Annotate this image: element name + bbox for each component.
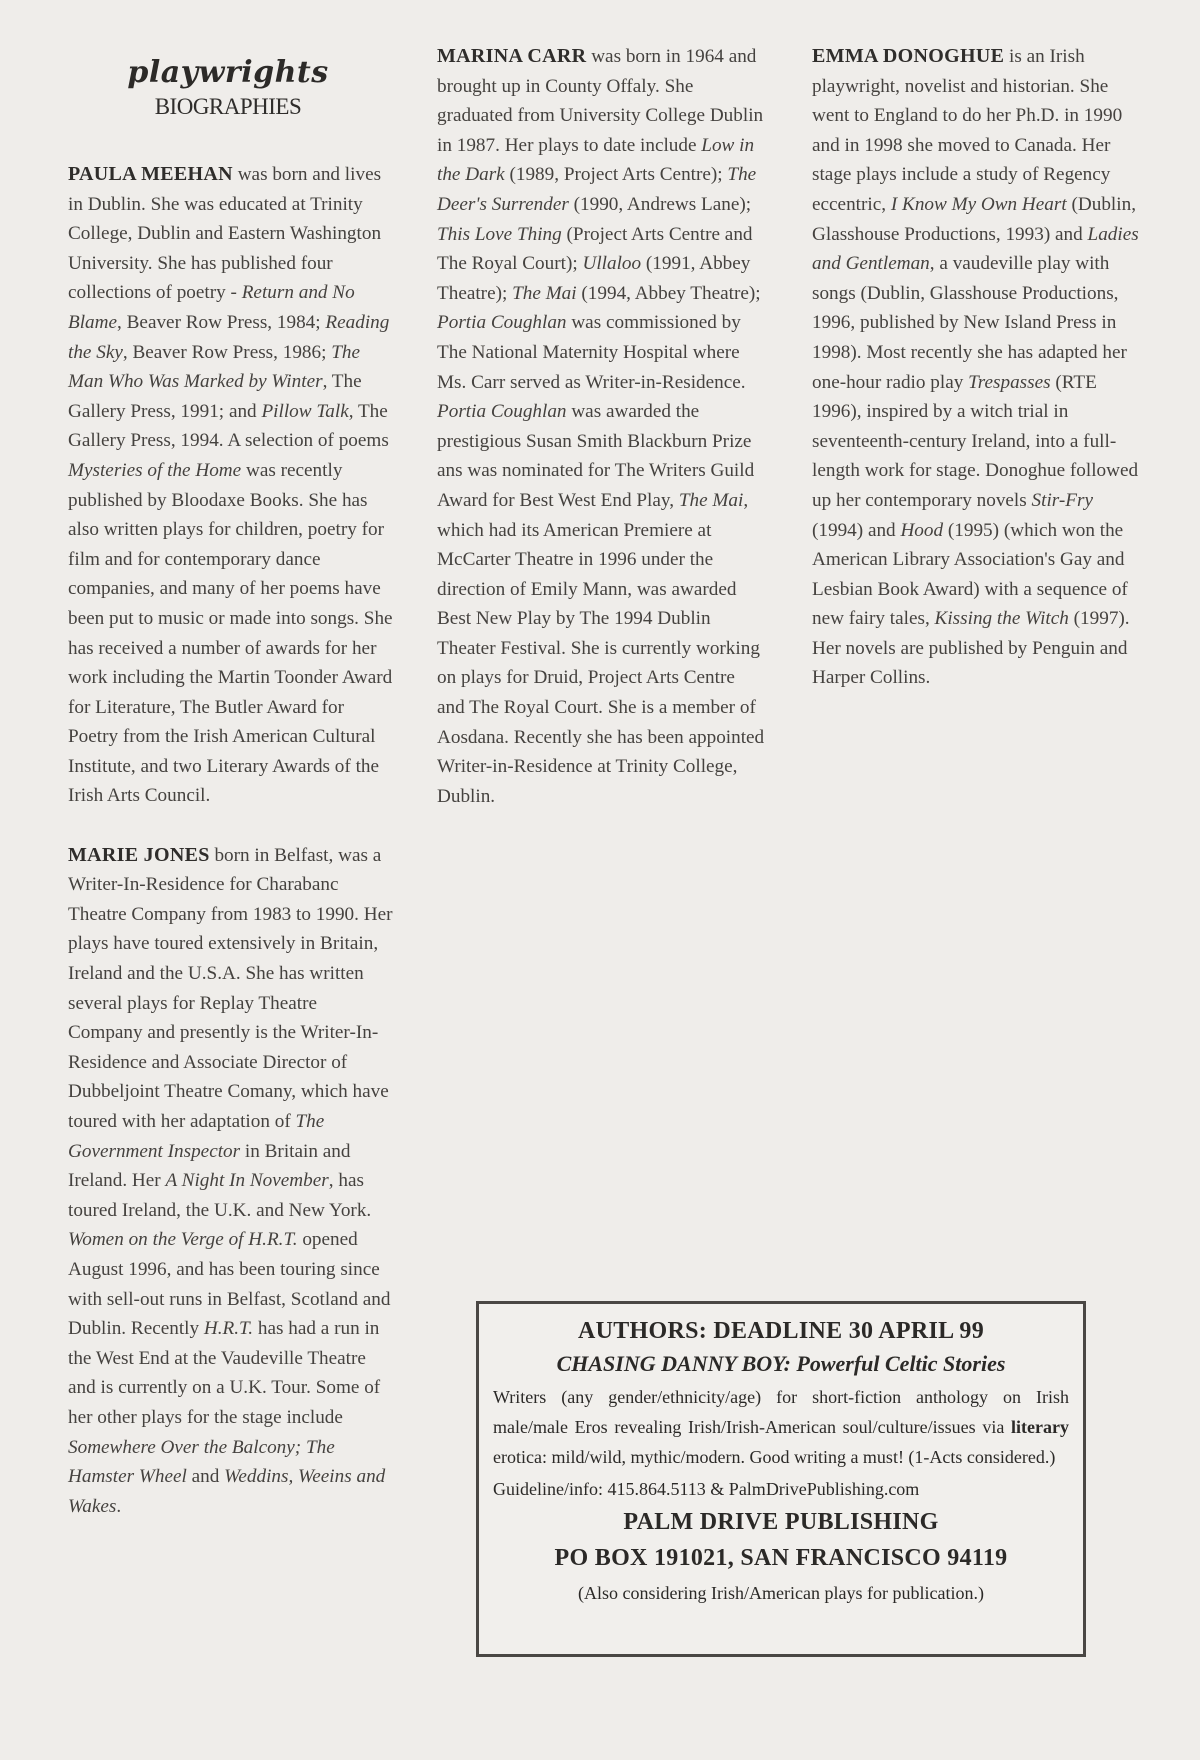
ad-contact: Guideline/info: 415.864.5113 & PalmDrivePublishing.com: [493, 1479, 920, 1499]
ad-address: PO BOX 191021, SAN FRANCISCO 94119: [554, 1545, 1008, 1571]
bio-marie-jones: MARIE JONES born in Belfast, was a Writer-In-Residence for Charabanc Theatre Company from 1983 to 1990. Her plays have toured extensively in Britain, Ireland and the U.S.A. She has written several plays for Replay Theatre Company and presently is the Writer-In-Residence and Associate Director of Dubbeljoint Theatre Comany, which have toured with her adaptation of The Government Inspector in Britain and Ireland. Her A Night In November, has toured Ireland, the U.K. and New York. Women on the Verge of H.R.T. opened August 1996, and has been touring since with sell-out runs in Belfast, Scotland and Dublin. Recently H.R.T. has had a run in the West End at the Vaudeville Theatre and is currently on a U.K. Tour. Some of her other plays for the stage include Somewhere Over the Balcony; The Hamster Wheel and Weddins, Weeins and Wakes.: [68, 843, 393, 1517]
column-1: [68, 160, 394, 1551]
column-2: [437, 42, 767, 841]
ad-note: (Also considering Irish/American plays for publication.): [578, 1583, 984, 1603]
bio-paula-meehan: PAULA MEEHAN was born and lives in Dublin. She was educated at Trinity College, Dublin and Eastern Washington University. She has published four collections of poetry - Return and No Blame, Beaver Row Press, 1984; Reading the Sky, Beaver Row Press, 1986; The Man Who Was Marked by Winter, The Gallery Press, 1991; and Pillow Talk, The Gallery Press, 1994. A selection of poems Mysteries of the Home was recently published by Bloodaxe Books. She has also written plays for children, poetry for film and for contemporary dance companies, and many of her poems have been put to music or made into songs. She has received a number of awards for her work including the Martin Toonder Award for Literature, The Butler Award for Poetry from the Irish American Cultural Institute, and two Literary Awards of the Irish Arts Council.: [68, 163, 393, 807]
bio-name: MARINA CARR: [437, 45, 587, 67]
ad-subtitle: CHASING DANNY BOY: Powerful Celtic Stories: [556, 1351, 1006, 1376]
bio-emma-donoghue: EMMA DONOGHUE is an Irish playwright, novelist and historian. She went to England to do her Ph.D. in 1990 and in 1998 she moved to Canada. Her stage plays include a study of Regency eccentric, I Know My Own Heart (Dublin, Glasshouse Productions, 1993) and Ladies and Gentleman, a vaudeville play with songs (Dublin, Glasshouse Productions, 1996, published by New Island Press in 1998). Most recently she has adapted her one-hour radio play Trespasses (RTE 1996), inspired by a witch trial in seventeenth-century Ireland, into a full-length work for stage. Donoghue followed up her contemporary novels Stir-Fry (1994) and Hood (1995) (which won the American Library Association's Gay and Lesbian Book Award) with a sequence of new fairy tales, Kissing the Witch (1997). Her novels are published by Penguin and Harper Collins.: [812, 45, 1139, 689]
bio-marina-carr: MARINA CARR was born in 1964 and brought up in County Offaly. She graduated from University College Dublin in 1987. Her plays to date include Low in the Dark (1989, Project Arts Centre); The Deer's Surrender (1990, Andrews Lane); This Love Thing (Project Arts Centre and The Royal Court); Ullaloo (1991, Abbey Theatre); The Mai (1994, Abbey Theatre); Portia Coughlan was commissioned by The National Maternity Hospital where Ms. Carr served as Writer-in-Residence. Portia Coughlan was awarded the prestigious Susan Smith Blackburn Prize ans was nominated for The Writers Guild Award for Best West End Play, The Mai, which had its American Premiere at McCarter Theatre in 1996 under the direction of Emily Mann, was awarded Best New Play by The 1994 Dublin Theater Festival. She is currently working on plays for Druid, Project Arts Centre and The Royal Court. She is a member of Aosdana. Recently she has been appointed Writer-in-Residence at Trinity College, Dublin.: [437, 45, 765, 807]
advertisement-box: [476, 1301, 1086, 1657]
heading-title: playwrights: [127, 55, 329, 90]
section-heading: [68, 54, 388, 122]
ad-publisher: PALM DRIVE PUBLISHING: [623, 1509, 939, 1535]
bio-name: EMMA DONOGHUE: [812, 45, 1005, 67]
bio-name: MARIE JONES: [68, 843, 210, 866]
heading-subtitle: BIOGRAPHIES: [154, 94, 302, 119]
ad-body: Writers (any gender/ethnicity/age) for short-fiction anthology on Irish male/male Eros revealing Irish/Irish-American soul/culture/issues via literary erotica: mild/wild, mythic/modern. Good writing a must! (1-Acts considered.): [493, 1387, 1069, 1467]
column-3: [812, 42, 1142, 723]
ad-title: AUTHORS: DEADLINE 30 APRIL 99: [577, 1318, 985, 1344]
bio-name: PAULA MEEHAN: [68, 163, 233, 185]
